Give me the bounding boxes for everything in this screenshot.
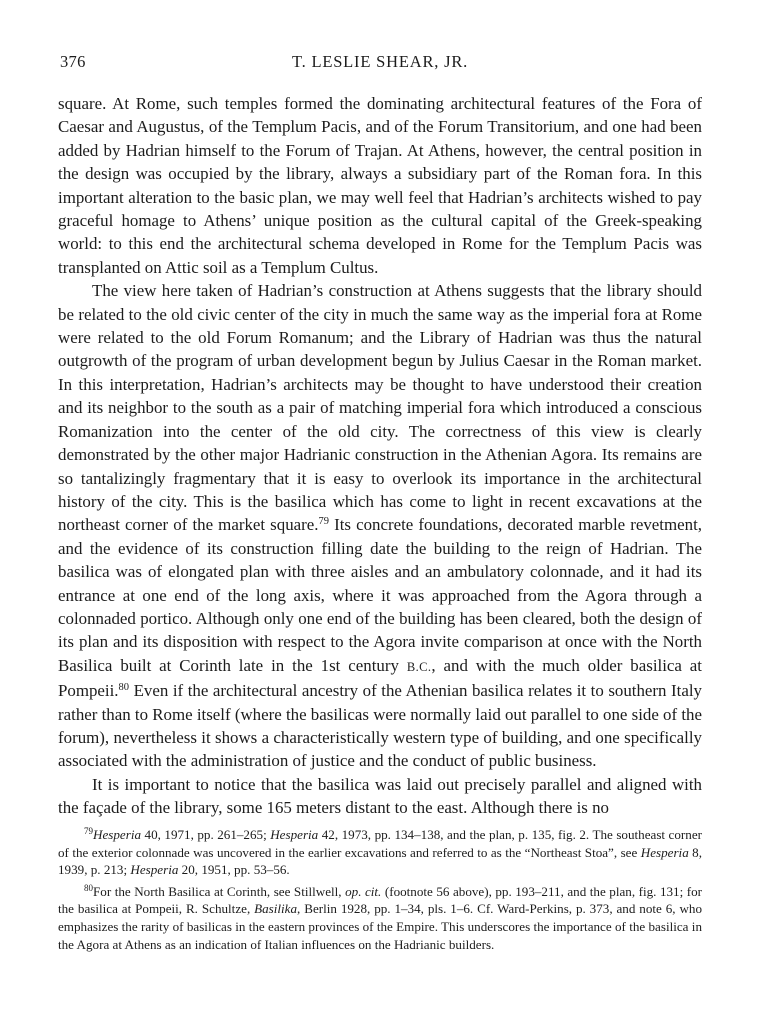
footnote-text: 20, 1951, pp. 53–56.	[178, 862, 290, 878]
footnote-number: 79	[84, 826, 93, 836]
footnote-text: , Berlin 1928, pp. 1–34, pls. 1–6. Cf. Ward-Perkins, p. 373, and note 6, who emphasizes the rarity of basilicas in the eastern provinces of the Empire. This underscores the importance of the basilica in the Agora at Athens as an indication of Italian influences on the Hadrianic builders.	[58, 901, 702, 952]
paragraph-2-part-b: Its concrete foundations, decorated marble revetment, and the evidence of its construction filling date the building to the reign of Hadrian. The basilica was of elongated plan with three aisles and an ambulatory colonnade, and it had its entrance at one end of the long axis, where it was approached from the Agora through a colonnaded portico. Although only one end of the building has been cleared, both the design of its plan and its disposition with respect to the Agora invite comparison at once with the North Basilica built at Corinth late in the 1st century	[58, 515, 702, 675]
op-cit: op. cit.	[345, 883, 382, 899]
book-title: Basilika	[254, 901, 298, 917]
footnote-text: For the North Basilica at Corinth, see Stillwell,	[93, 883, 346, 899]
journal-title: Hesperia	[270, 827, 319, 842]
running-head: T. LESLIE SHEAR, JR.	[291, 52, 469, 71]
footnote-text: 42, 1973, pp. 134–138, and the plan, p. 135, fig. 2. The southeast corner of the exterior colonnade was uncovered in the earlier excavations and referred to as the “Northeast Stoa”, see	[58, 827, 702, 860]
paragraph-2-part-d: Even if the architectural ancestry of the Athenian basilica relates it to southern Italy rather than to Rome itself (where the basilicas were normally laid out parallel to one side of the forum), nevertheless it shows a characteristically western type of building, and one specifically associated with the administration of justice and the conduct of public business.	[58, 681, 702, 771]
journal-title: Hesperia	[93, 827, 142, 842]
journal-title: Hesperia	[640, 844, 689, 860]
body-text	[58, 92, 702, 820]
paragraph-1: square. At Rome, such temples formed the dominating architectural features of the Fora of Caesar and Augustus, of the Templum Pacis, and of the Forum Transitorium, and one had been added by Hadrian himself to the Forum of Trajan. At Athens, however, the central position in the design was occupied by the library, always a subsidiary part of the Roman fora. In this important alteration to the basic plan, we may well feel that Hadrian’s architects wished to pay graceful homage to Athens’ unique position as the cultural capital of the Greek-speaking world: to this end the architectural schema developed in Rome for the Templum Pacis was transplanted on Attic soil as a Templum Cultus.	[58, 94, 702, 277]
footnote-80	[58, 883, 702, 953]
journal-title: Hesperia	[130, 862, 179, 878]
paragraph-2-part-a: The view here taken of Hadrian’s construction at Athens suggests that the library should be related to the old civic center of the city in much the same way as the imperial fora at Rome were related to the old Forum Romanum; and the Library of Hadrian was thus the natural outgrowth of the program of urban development begun by Julius Caesar in the Roman market. In this interpretation, Hadrian’s architects may be thought to have understood their creation and its neighbor to the south as a pair of matching imperial fora which introduced a conscious Romanization into the center of the old city. The correctness of this view is clearly demonstrated by the other major Hadrianic construction in the Athenian Agora. Its remains are so tantalizingly fragmentary that it is easy to overlook its importance in the architectural history of the city. This is the basilica which has come to light in recent excavations at the northeast corner of the market square.	[58, 281, 702, 535]
footnote-number: 80	[84, 882, 93, 893]
paragraph-2-part-c: , and with the much older basilica at Pompeii.	[58, 655, 702, 701]
footnote-text: (footnote 56 above), pp. 193–211, and the plan, fig. 131; for the basilica at Pompeii, R. Schultze,	[58, 883, 702, 917]
footnote-ref-80[interactable]: 80	[118, 682, 130, 694]
paragraph-3: It is important to notice that the basilica was laid out precisely parallel and aligned with the façade of the library, some 165 meters distant to the east. Although there is no	[58, 774, 702, 818]
page-header	[58, 52, 702, 76]
footnote-ref-79[interactable]: 79	[318, 516, 329, 528]
bc-small-caps: B.C.	[406, 659, 432, 674]
page	[58, 52, 702, 820]
paragraph-2	[58, 279, 702, 773]
page-number: 376	[60, 52, 86, 71]
footnote-79	[58, 826, 702, 879]
footnote-text: 40, 1971, pp. 261–265;	[141, 827, 271, 842]
footnote-text: 8, 1939, p. 213;	[58, 844, 703, 878]
footnotes	[58, 826, 702, 957]
